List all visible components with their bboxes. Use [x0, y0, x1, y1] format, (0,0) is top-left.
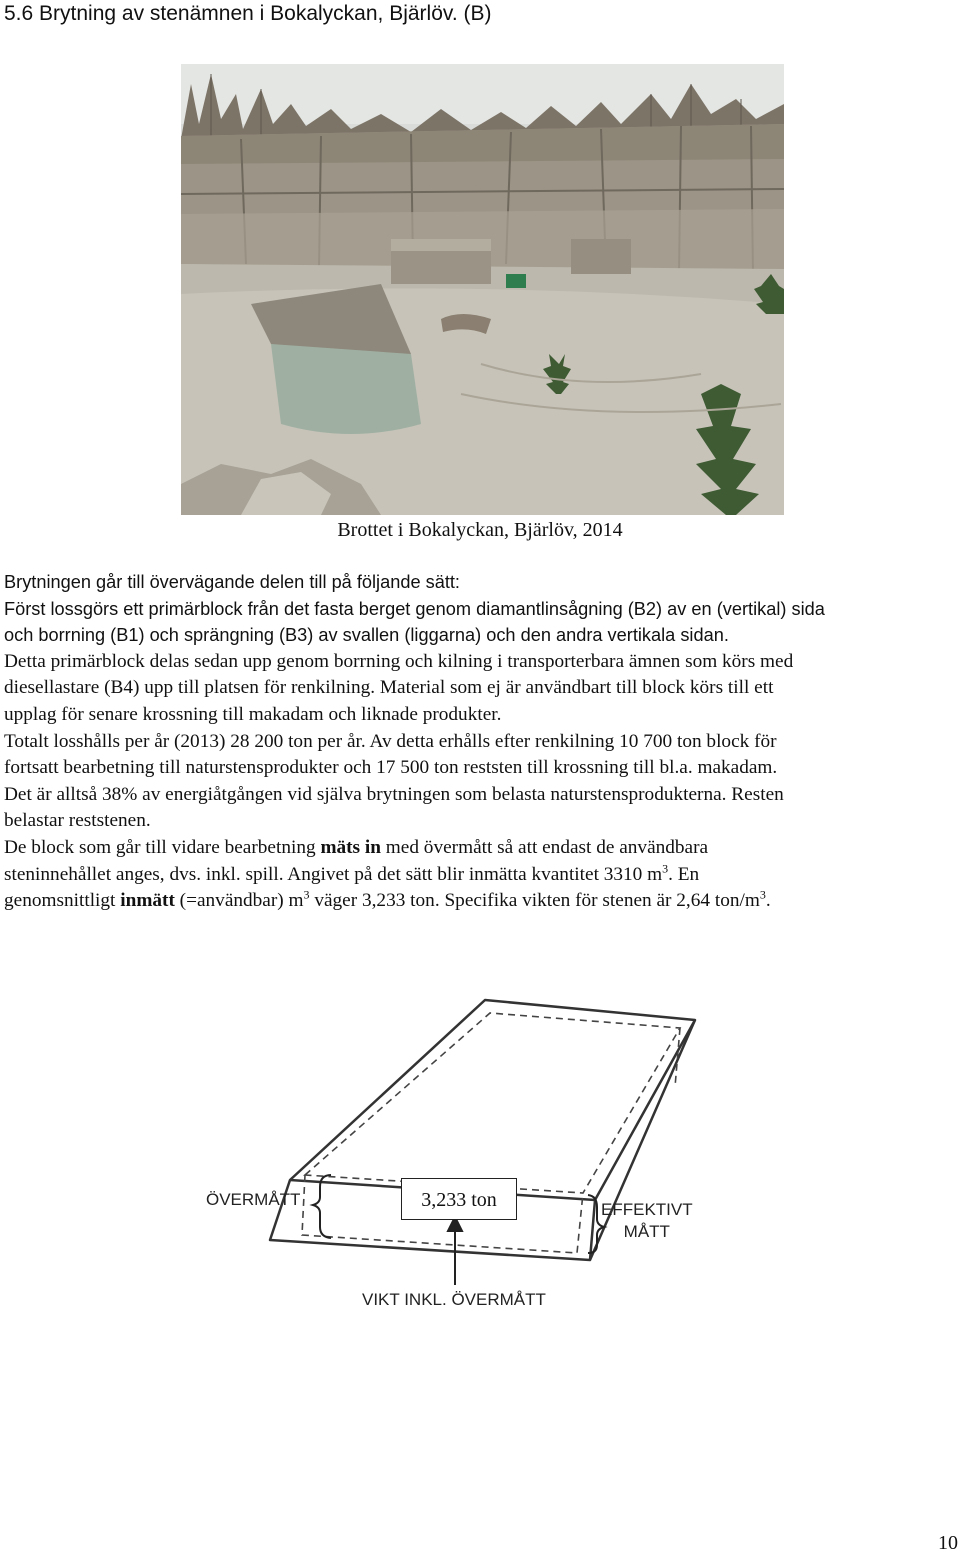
section-heading: 5.6 Brytning av stenämnen i Bokalyckan, Bjärlöv. (B)	[4, 2, 492, 25]
paragraph-line: Först lossgörs ett primärblock från det fasta berget genom diamantlinsågning (B2) av en (vertikal) sida	[4, 598, 825, 619]
paragraph-line: diesellastare (B4) upp till platsen för renkilning. Material som ej är användbart till block körs till ett	[4, 677, 774, 699]
superscript: 3	[303, 887, 310, 902]
page-number: 10	[938, 1532, 958, 1554]
paragraph-line	[4, 888, 960, 915]
paragraph-line: fortsatt bearbetning till naturstensprodukter och 17 500 ton reststen till krossning till bl.a. makadam.	[4, 757, 778, 779]
weight-box: 3,233 ton	[401, 1178, 517, 1220]
quarry-photo	[181, 64, 784, 515]
bold-term: mäts in	[320, 836, 381, 858]
text-run: med övermått så att endast de användbara	[380, 836, 709, 858]
paragraph-line	[4, 835, 960, 862]
block-diagram	[195, 995, 715, 1315]
paragraph-line: Det är alltså 38% av energiåtgången vid själva brytningen som belasta naturstensprodukterna. Resten	[4, 783, 784, 805]
paragraph-line: belastar reststenen.	[4, 810, 151, 832]
paragraph-line: Detta primärblock delas sedan upp genom borrning och kilning i transporterbara ämnen som körs med	[4, 650, 794, 672]
label-line: EFFEKTIVT	[601, 1200, 693, 1219]
paragraph-line: Brytningen går till övervägande delen till på följande sätt:	[4, 572, 460, 592]
label-overmatt: ÖVERMÅTT	[206, 1190, 301, 1209]
text-run: .	[765, 890, 771, 912]
label-vikt-inkl-overmatt: VIKT INKL. ÖVERMÅTT	[362, 1290, 546, 1309]
paragraph-line	[4, 862, 960, 889]
text-run: (=användbar) m	[174, 890, 304, 912]
label-effektivt-matt	[601, 1199, 693, 1243]
photo-caption: Brottet i Bokalyckan, Bjärlöv, 2014	[337, 519, 623, 541]
quarry-photo-illustration	[181, 64, 784, 515]
text-run: steninnehållet anges, dvs. inkl. spill. Angivet på det sätt blir inmätta kvantitet 3310 m	[4, 863, 663, 885]
superscript: 3	[662, 861, 669, 876]
body-text	[4, 569, 960, 915]
superscript: 3	[759, 887, 766, 902]
text-run: väger 3,233 ton. Specifika vikten för stenen är 2,64 ton/m	[309, 890, 760, 912]
paragraph-line: upplag för senare krossning till makadam och liknade produkter.	[4, 703, 502, 725]
label-line: MÅTT	[623, 1222, 670, 1241]
text-run: genomsnittligt	[4, 890, 121, 912]
bold-term: inmätt	[120, 890, 175, 912]
text-run: . En	[668, 863, 700, 885]
paragraph-line: Totalt losshålls per år (2013) 28 200 ton per år. Av detta erhålls efter renkilning 10 700 ton block för	[4, 730, 777, 752]
paragraph-line: och borrning (B1) och sprängning (B3) av svallen (liggarna) och den andra vertikala sidan.	[4, 625, 729, 646]
text-run: De block som går till vidare bearbetning	[4, 836, 321, 858]
